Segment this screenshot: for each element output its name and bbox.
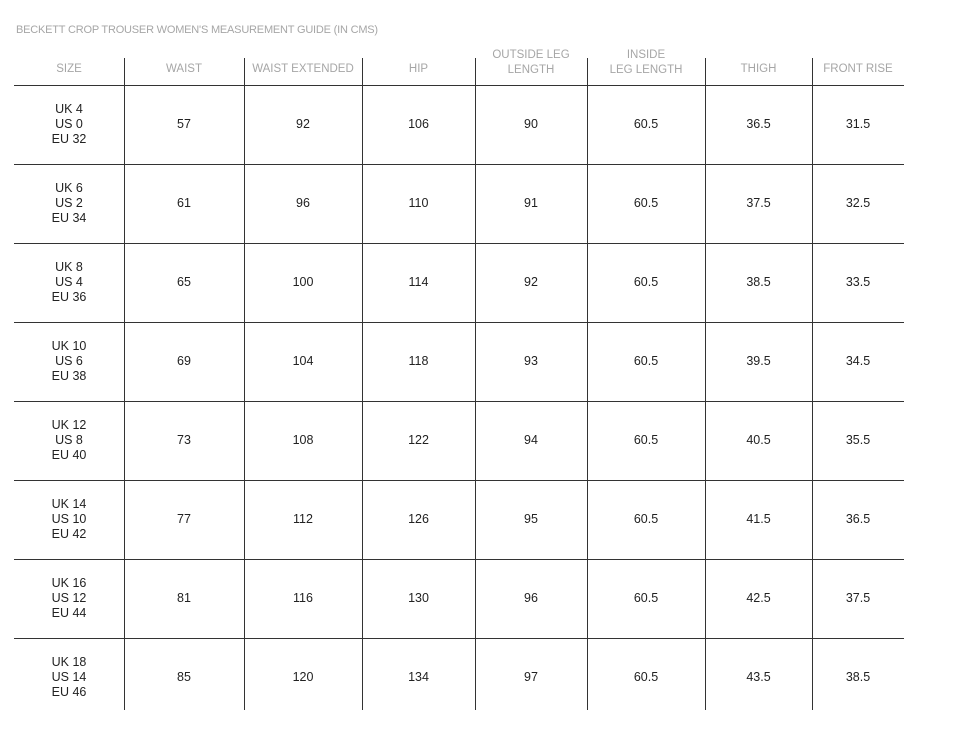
measurement-cell: 93 (524, 354, 538, 368)
measurement-cell: 65 (177, 275, 191, 289)
size-label: UK 10 (51, 339, 87, 353)
measurement-cell: 81 (177, 591, 191, 605)
measurement-cell: 116 (293, 591, 313, 605)
column-header: WAIST (166, 62, 202, 75)
column-header: INSIDE LEG LENGTH (609, 49, 683, 76)
measurement-cell: 73 (177, 433, 191, 447)
size-label: EU 46 (51, 685, 87, 699)
measurement-cell: 60.5 (633, 512, 659, 526)
size-cell (14, 164, 124, 243)
measurement-cell: 95 (524, 512, 538, 526)
column-header: WAIST EXTENDED (252, 62, 354, 75)
column-header: OUTSIDE LEG LENGTH (492, 49, 570, 76)
size-label: US 4 (55, 275, 83, 289)
measurement-cell: 130 (408, 591, 429, 605)
size-label: US 10 (51, 512, 87, 526)
size-label: US 2 (55, 196, 83, 210)
size-label: US 8 (55, 433, 83, 447)
measurement-cell: 94 (524, 433, 538, 447)
measurement-cell: 35.5 (845, 433, 871, 447)
measurement-cell: 40.5 (746, 433, 771, 447)
measurement-cell: 85 (177, 670, 191, 684)
size-label: UK 4 (55, 102, 83, 116)
measurement-cell: 42.5 (746, 591, 771, 605)
size-cell (14, 243, 124, 322)
size-cell (14, 401, 124, 480)
measurement-cell: 41.5 (746, 512, 771, 526)
size-label: EU 38 (51, 369, 87, 383)
page-title: BECKETT CROP TROUSER WOMEN'S MEASUREMENT GUIDE (IN CMS) (16, 24, 378, 36)
measurement-cell: 60.5 (633, 591, 659, 605)
measurement-cell: 34.5 (845, 354, 871, 368)
measurement-cell: 126 (408, 512, 429, 526)
measurement-cell: 104 (292, 354, 314, 368)
measurement-cell: 60.5 (633, 117, 659, 131)
measurement-cell: 36.5 (845, 512, 871, 526)
column-header: HIP (408, 62, 429, 75)
size-label: UK 18 (51, 655, 87, 669)
size-cell (14, 322, 124, 401)
measurement-cell: 32.5 (845, 196, 871, 210)
column-header: SIZE (56, 62, 82, 75)
measurement-cell: 60.5 (633, 354, 659, 368)
size-label: UK 6 (55, 181, 83, 195)
measurement-cell: 134 (408, 670, 429, 684)
measurement-cell: 96 (524, 591, 538, 605)
size-label: EU 34 (51, 211, 87, 225)
size-label: EU 40 (51, 448, 87, 462)
measurement-cell: 38.5 (845, 670, 871, 684)
measurement-cell: 118 (408, 354, 429, 368)
measurement-cell: 31.5 (845, 117, 871, 131)
measurement-cell: 60.5 (633, 433, 659, 447)
size-label: UK 16 (51, 576, 87, 590)
measurement-cell: 39.5 (746, 354, 771, 368)
size-label: US 12 (51, 591, 87, 605)
size-cell (14, 480, 124, 559)
size-label: US 14 (51, 670, 87, 684)
size-label: EU 32 (51, 132, 87, 146)
size-label: EU 36 (51, 290, 87, 304)
size-cell (14, 638, 124, 717)
size-label: UK 14 (51, 497, 87, 511)
measurement-cell: 90 (524, 117, 538, 131)
measurement-cell: 108 (292, 433, 314, 447)
measurement-cell: 92 (296, 117, 310, 131)
measurement-cell: 43.5 (746, 670, 771, 684)
measurement-cell: 106 (408, 117, 429, 131)
measurement-cell: 110 (408, 196, 429, 210)
column-header: FRONT RISE (823, 62, 893, 75)
measurement-cell: 77 (177, 512, 191, 526)
measurement-cell: 38.5 (746, 275, 771, 289)
measurement-cell: 91 (524, 196, 538, 210)
measurement-cell: 114 (408, 275, 429, 289)
measurement-cell: 36.5 (746, 117, 771, 131)
measurement-cell: 96 (296, 196, 310, 210)
size-cell (14, 85, 124, 164)
measurement-cell: 100 (292, 275, 314, 289)
size-label: EU 44 (51, 606, 87, 620)
measurement-cell: 122 (408, 433, 429, 447)
measurement-cell: 97 (524, 670, 538, 684)
measurement-cell: 60.5 (633, 670, 659, 684)
measurement-cell: 69 (177, 354, 191, 368)
size-cell (14, 559, 124, 638)
measurement-cell: 60.5 (633, 196, 659, 210)
size-label: UK 8 (55, 260, 83, 274)
measurement-cell: 92 (524, 275, 538, 289)
size-label: EU 42 (51, 527, 87, 541)
measurement-cell: 37.5 (746, 196, 771, 210)
size-label: US 0 (55, 117, 83, 131)
measurement-cell: 61 (177, 196, 191, 210)
measurement-cell: 57 (177, 117, 191, 131)
measurement-cell: 120 (292, 670, 314, 684)
column-header: THIGH (740, 62, 777, 75)
size-label: US 6 (55, 354, 83, 368)
measurement-cell: 33.5 (845, 275, 871, 289)
measurement-cell: 37.5 (845, 591, 871, 605)
measurement-cell: 112 (293, 512, 313, 526)
measurement-cell: 60.5 (633, 275, 659, 289)
size-label: UK 12 (51, 418, 87, 432)
